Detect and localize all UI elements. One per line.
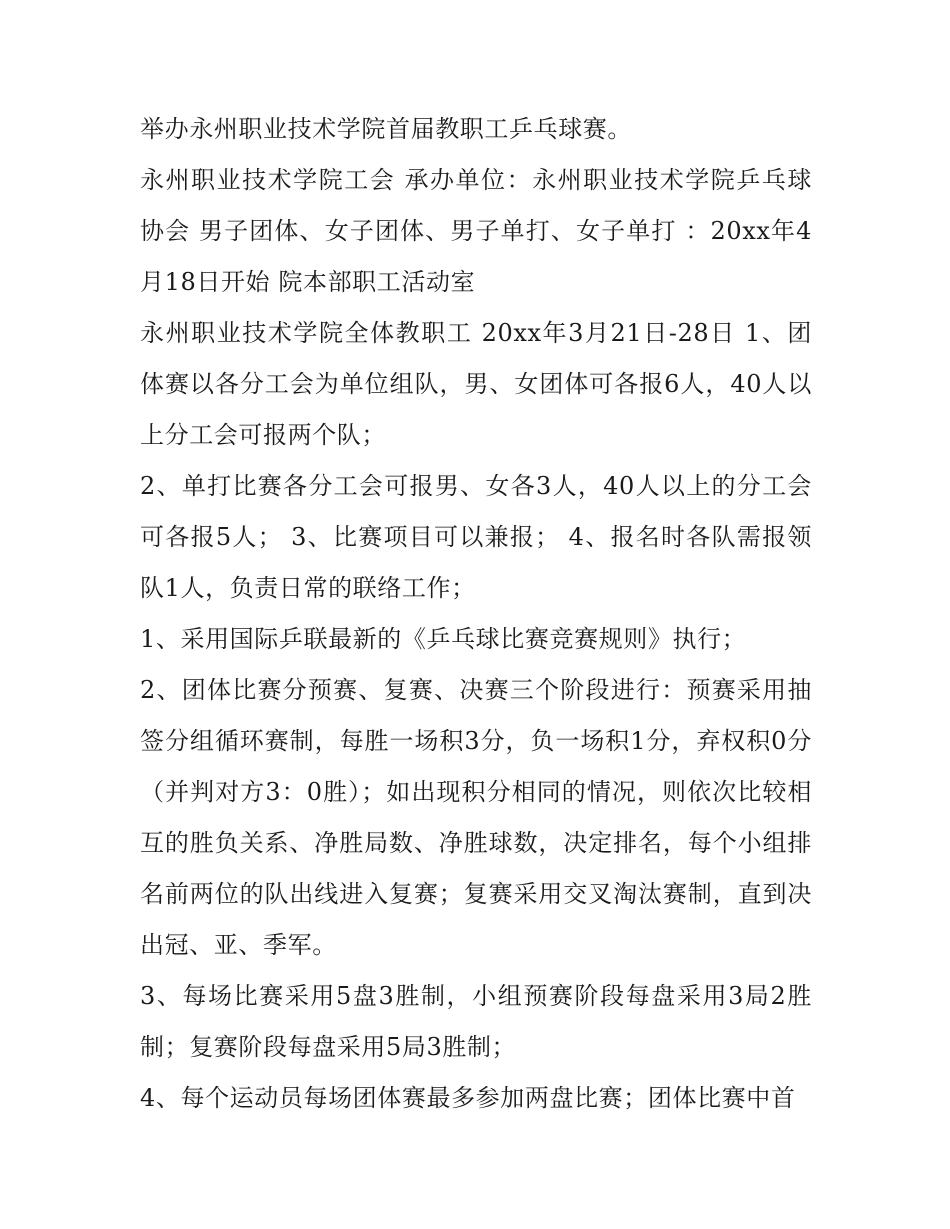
- paragraph-participants: 永州职业技术学院全体教职工 20xx年3月21日-28日 1、团体赛以各分工会为单位组队，男、女团体可各报6人，40人以上分工会可报两个队；: [140, 319, 812, 449]
- paragraph-organizer: 永州职业技术学院工会 承办单位：永州职业技术学院乒乓球协会 男子团体、女子团体、男子单打、女子单打 ：20xx年4月18日开始 院本部职工活动室: [140, 166, 812, 296]
- paragraph-registration: 2、单打比赛各分工会可报男、女各3人，40人以上的分工会可各报5人； 3、比赛项目可以兼报； 4、报名时各队需报领队1人，负责日常的联络工作；: [140, 472, 812, 602]
- paragraph-rule-1: 1、采用国际乒联最新的《乒乓球比赛竞赛规则》执行；: [140, 625, 747, 653]
- paragraph-rule-3: 3、每场比赛采用5盘3胜制，小组预赛阶段每盘采用3局2胜制；复赛阶段每盘采用5局3胜制；: [140, 982, 812, 1061]
- paragraph-rule-2: 2、团体比赛分预赛、复赛、决赛三个阶段进行：预赛采用抽签分组循环赛制，每胜一场积3分，负一场积1分，弃权积0分（并判对方3：0胜）；如出现积分相同的情况，则依次比较相互的胜负关系、净胜局数、净胜球数，决定排名，每个小组排名前两位的队出线进入复赛；复赛采用交叉淘汰赛制，直到决出冠、亚、季军。: [140, 676, 812, 959]
- document-body: [140, 104, 812, 1124]
- paragraph-intro: 举办永州职业技术学院首届教职工乒乓球赛。: [140, 115, 632, 143]
- paragraph-rule-4: 4、每个运动员每场团体赛最多参加两盘比赛；团体比赛中首: [140, 1084, 796, 1112]
